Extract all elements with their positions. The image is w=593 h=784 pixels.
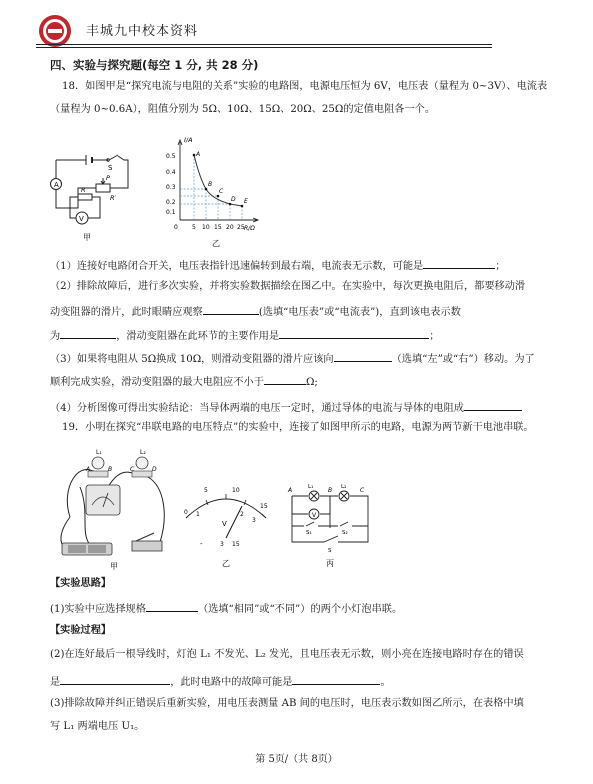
answer-blank[interactable] <box>423 257 495 269</box>
x-tick: 10 <box>202 224 210 231</box>
point-label: D <box>231 196 236 203</box>
q19-p2-line2: 是 ，此时电路中的故障可能是 。 <box>50 673 391 690</box>
q18-graph <box>160 134 260 254</box>
x-tick: 20 <box>226 224 234 231</box>
answer-blank[interactable] <box>60 327 116 339</box>
y-tick: 0.5 <box>166 153 176 160</box>
q19-p3-line1: (3)排除故障并纠正错误后重新实验，用电压表测量 AB 间的电压时，电压表示数如图乙所示，在表格中填 <box>50 698 524 709</box>
dial-tick: 0 <box>184 509 188 516</box>
answer-blank[interactable] <box>146 600 198 612</box>
point-c-label: C <box>130 466 135 473</box>
experiment-idea-heading: 【实验思路】 <box>50 578 112 589</box>
point-b-label: B <box>108 466 113 473</box>
y-tick: 0.1 <box>166 209 176 216</box>
y-tick: 0.3 <box>166 184 176 191</box>
x-tick: 25 <box>237 224 245 231</box>
answer-blank[interactable] <box>60 673 170 685</box>
ammeter-label: A <box>54 181 59 189</box>
schematic-a: A <box>288 487 293 494</box>
schematic-b: B <box>328 487 333 494</box>
q18-s3-line2: 顺利完成实验，滑动变阻器的最大电阻应不小于 Ω; <box>50 373 318 390</box>
school-logo <box>38 14 72 48</box>
graph-xlabel: R/Ω <box>244 225 255 232</box>
dial-tick: 10 <box>232 487 240 494</box>
point-label: A <box>196 151 201 158</box>
answer-blank[interactable] <box>203 303 259 315</box>
bulb-l1-label: L₁ <box>96 449 102 456</box>
q18-line2: （量程为 0~0.6A），阻值分别为 5Ω、10Ω、15Ω、20Ω、25Ω的定值电阻各一个。 <box>50 104 436 115</box>
point-label: C <box>219 188 224 195</box>
q18-circuit-diagram <box>48 148 133 248</box>
experiment-process-heading: 【实验过程】 <box>50 625 112 636</box>
dial-terminal: - <box>200 540 203 548</box>
schematic-s: S <box>328 548 332 554</box>
schematic-s2: S₂ <box>342 530 348 536</box>
graph-ylabel: I/A <box>184 136 193 144</box>
dial-terminal: 3 <box>220 541 224 548</box>
section-title: 四、实验与探究题(每空 1 分, 共 28 分) <box>50 58 259 72</box>
schematic-l1: L₁ <box>308 484 314 490</box>
graph-origin: 0 <box>174 224 178 231</box>
slider-label: P <box>106 174 110 182</box>
fig-jia-caption: 甲 <box>110 562 118 571</box>
q18-s1: （1）连接好电路闭合开关，电压表指针迅速偏转到最右端，电流表无示数，可能是 ； <box>50 257 505 274</box>
fig-yi-caption: 乙 <box>222 559 230 568</box>
dial-tick: 3 <box>252 517 256 524</box>
dial-tick: 15 <box>260 503 268 510</box>
q18-s2-line2: 动变阻器的滑片，此时眼睛应观察 (选填“电压表”或“电流表”)，直到该电表示数 <box>50 303 461 320</box>
answer-blank[interactable] <box>334 350 392 362</box>
point-a-label: A <box>86 466 91 473</box>
q18-line1: 18．如图甲是“探究电流与电阻的关系”实验的电路图，电源电压恒为 6V，电压表（量程为 0~3V）、电流表 <box>62 81 548 92</box>
dial-tick: 1 <box>196 511 200 518</box>
school-name: 丰城九中校本资料 <box>86 24 199 39</box>
answer-blank[interactable] <box>264 373 306 385</box>
q19-p3-line2: 写 L₁ 两端电压 U₁。 <box>50 721 145 732</box>
voltmeter-label: V <box>79 215 84 223</box>
q19-physical-circuit <box>50 447 175 572</box>
point-label: E <box>244 198 248 205</box>
q19-p2-line1: (2)在连好最后一根导线时，灯泡 L₁ 不发光、L₂ 发光，且电压表无示数，则小亮在连接电路时存在的错误 <box>50 649 524 660</box>
page-footer: 第 5页/（共 8页） <box>255 754 338 765</box>
q19-voltmeter-dial <box>176 478 276 568</box>
y-tick: 0.2 <box>166 199 176 206</box>
fig-yi-caption: 乙 <box>212 239 220 248</box>
fig-jia-caption: 甲 <box>83 233 91 242</box>
point-d-label: D <box>152 466 157 473</box>
bulb-l2-label: L₂ <box>140 449 146 456</box>
answer-blank[interactable] <box>279 327 429 339</box>
schematic-c: C <box>360 487 365 494</box>
switch-label: S <box>108 164 113 172</box>
x-tick: 5 <box>192 224 196 231</box>
x-tick: 15 <box>214 224 222 231</box>
dial-terminal: 15 <box>232 541 240 548</box>
answer-blank[interactable] <box>292 673 380 685</box>
q18-s3-line1: （3）如果将电阻从 5Ω换成 10Ω，则滑动变阻器的滑片应该向 （选填“左”或“右”）移动。为了 <box>50 350 535 367</box>
dial-tick: 5 <box>204 487 208 494</box>
q19-schematic <box>286 484 376 570</box>
schematic-s1: S₁ <box>306 530 312 536</box>
schematic-v-label: V <box>312 512 317 519</box>
q18-s2-line3: 为 ，滑动变阻器在此环节的主要作用是 ； <box>50 327 439 344</box>
q19-i1: (1)实验中应选择规格 （选填“相同”或“不同”）的两个小灯泡串联。 <box>50 600 402 617</box>
fig-bing-caption: 丙 <box>326 559 334 568</box>
y-tick: 0.4 <box>166 169 176 176</box>
header-rule-thin <box>36 47 492 48</box>
resistor-label: R <box>81 186 86 194</box>
rheostat-label: R′ <box>110 194 116 202</box>
header-rule <box>36 44 492 45</box>
schematic-l2: L₂ <box>341 484 347 490</box>
answer-blank[interactable] <box>464 399 522 411</box>
q19-line1: 19．小明在探究“串联电路的电压特点”的实验中，连接了如图甲所示的电路，电源为两节新干电池串联。 <box>62 422 534 433</box>
dial-tick: 2 <box>240 511 244 518</box>
q18-s2-line1: （2）排除故障后，进行多次实验，并将实验数据描绘在图乙中。在实验中，每次更换电阻后，都要移动滑 <box>50 281 526 292</box>
dial-unit: V <box>222 520 227 528</box>
point-label: B <box>208 181 213 188</box>
q18-s4: （4）分析图像可得出实验结论：当导体两端的电压一定时，通过导体的电流与导体的电阻成 <box>50 399 522 416</box>
